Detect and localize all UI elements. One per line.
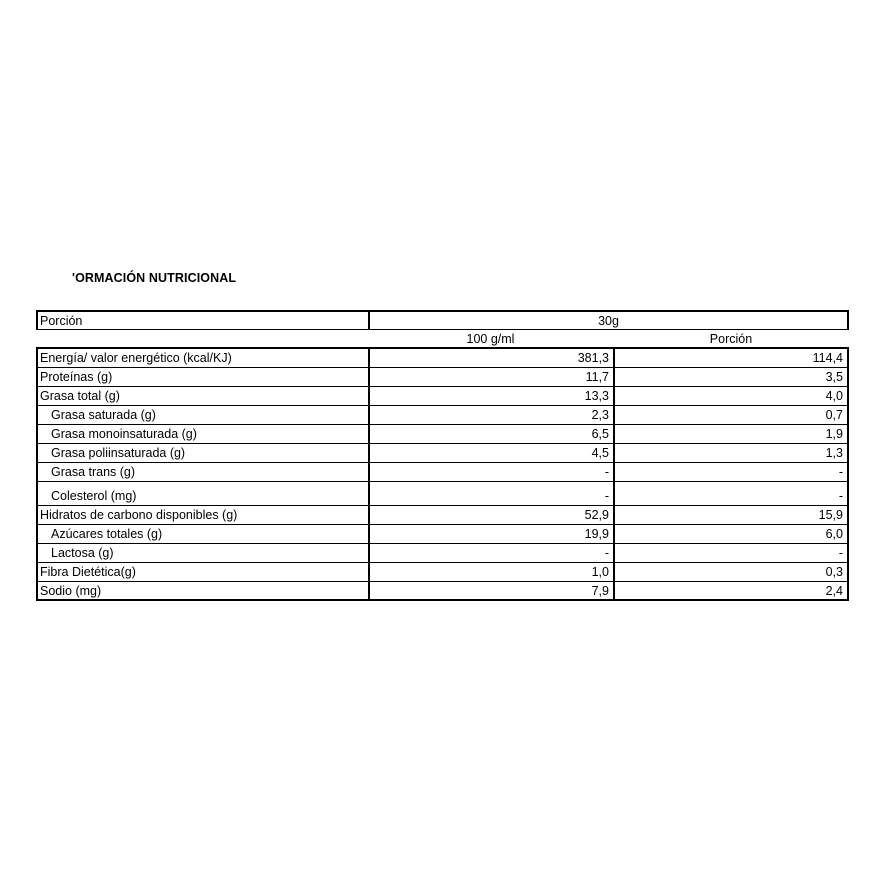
portion-header-row — [36, 310, 849, 330]
portion-label: Porción — [38, 312, 370, 329]
nutrient-label: Hidratos de carbono disponibles (g) — [38, 506, 370, 524]
nutrient-label: Energía/ valor energético (kcal/KJ) — [38, 349, 370, 367]
value-per-portion: - — [838, 546, 843, 560]
value-per-100g: - — [370, 544, 615, 562]
value-per-100g: 381,3 — [370, 349, 615, 367]
value-per-100g: 7,9 — [370, 582, 615, 599]
value-per-portion: 1,3 — [825, 446, 843, 460]
value-per-100g: 4,5 — [370, 444, 615, 462]
nutrient-label: Grasa poliinsaturada (g) — [38, 444, 370, 462]
column-header-portion: Porción — [709, 331, 753, 346]
nutrient-label: Colesterol (mg) — [38, 482, 370, 505]
value-per-portion: 15,9 — [818, 508, 843, 522]
value-per-100g: 1,0 — [370, 563, 615, 581]
value-per-100g: 11,7 — [370, 368, 615, 386]
table-row — [36, 368, 849, 387]
value-per-portion: - — [838, 489, 843, 503]
nutrient-label: Proteínas (g) — [38, 368, 370, 386]
value-per-portion: 6,0 — [825, 527, 843, 541]
nutrient-label: Sodio (mg) — [38, 582, 370, 599]
value-per-portion: 2,4 — [825, 583, 843, 598]
table-row — [36, 563, 849, 582]
table-row — [36, 444, 849, 463]
value-per-portion: 0,7 — [825, 408, 843, 422]
table-row — [36, 406, 849, 425]
portion-size: 30g — [598, 313, 619, 328]
table-row — [36, 387, 849, 406]
nutrient-label: Grasa total (g) — [38, 387, 370, 405]
value-per-portion: 0,3 — [825, 565, 843, 579]
table-row — [36, 349, 849, 368]
value-per-100g: 6,5 — [370, 425, 615, 443]
nutrient-label: Lactosa (g) — [38, 544, 370, 562]
value-per-100g: 2,3 — [370, 406, 615, 424]
table-row — [36, 525, 849, 544]
table-row — [36, 582, 849, 601]
nutrient-label: Grasa monoinsaturada (g) — [38, 425, 370, 443]
column-header-100g: 100 g/ml — [466, 331, 515, 346]
value-per-portion: 1,9 — [825, 427, 843, 441]
value-per-100g: 13,3 — [370, 387, 615, 405]
table-row — [36, 463, 849, 482]
section-title: 'ORMACIÓN NUTRICIONAL — [72, 271, 237, 285]
table-row — [36, 544, 849, 563]
column-header-row — [36, 330, 849, 349]
nutrient-label: Grasa saturada (g) — [38, 406, 370, 424]
nutrient-label: Azúcares totales (g) — [38, 525, 370, 543]
nutrition-table — [36, 310, 849, 601]
value-per-portion: 3,5 — [825, 370, 843, 384]
value-per-portion: 4,0 — [825, 389, 843, 403]
value-per-100g: - — [370, 482, 615, 505]
value-per-100g: - — [370, 463, 615, 481]
table-row — [36, 506, 849, 525]
table-row — [36, 425, 849, 444]
value-per-100g: 19,9 — [370, 525, 615, 543]
nutrient-label: Fibra Dietética(g) — [38, 563, 370, 581]
nutrient-label: Grasa trans (g) — [38, 463, 370, 481]
value-per-100g: 52,9 — [370, 506, 615, 524]
value-per-portion: - — [838, 465, 843, 479]
table-row — [36, 482, 849, 506]
value-per-portion: 114,4 — [812, 351, 843, 365]
